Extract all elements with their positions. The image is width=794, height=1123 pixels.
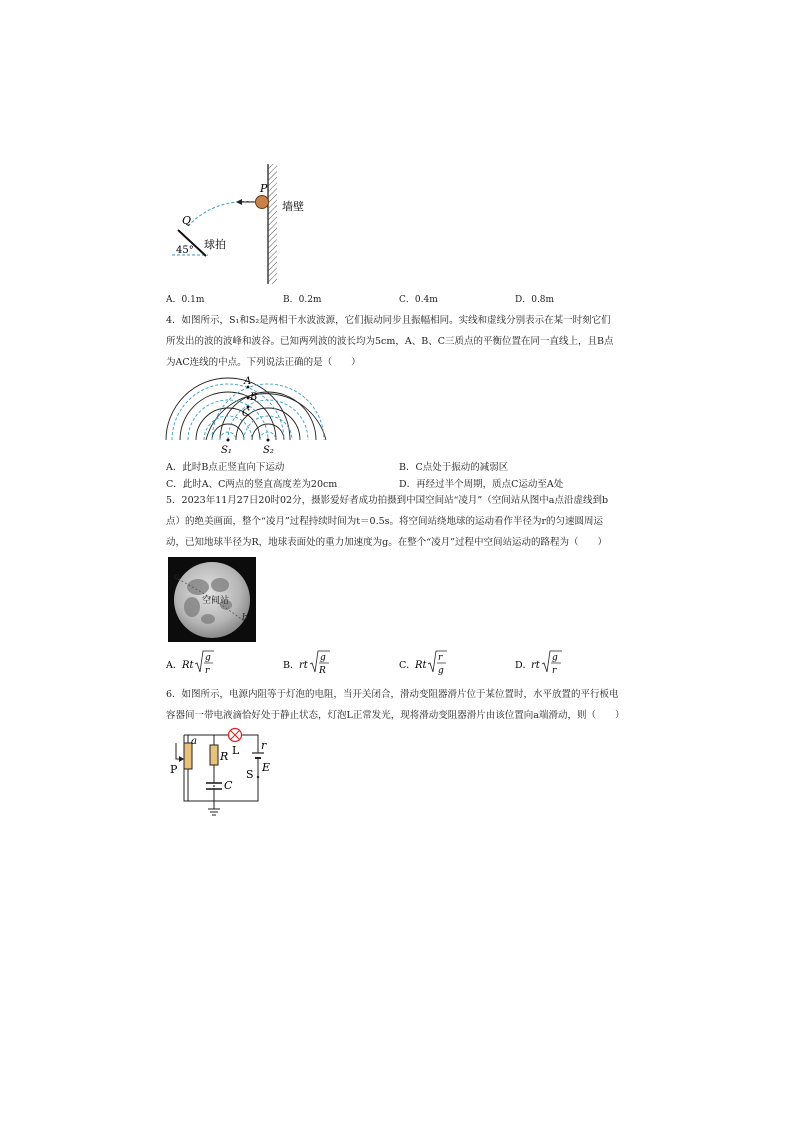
q5-line-1: 5．2023年11月27日20时02分，摄影爱好者成功拍摄到中国空间站“凌月”（空间站从图中a点沿虚线到b [166,495,609,506]
wall-hatch [268,164,277,284]
switch-pivot [257,776,259,778]
q4-option-b: B．C点处于振动的减弱区 [399,462,509,473]
point-s1 [227,439,230,442]
q6-line-2: 容器间一带电液滴恰好处于静止状态，灯泡L正常发光，现将滑动变阻器滑片由该位置向a端滑动，则（ ） [166,710,625,721]
label-a: a [174,572,180,582]
q4-line-2: 所发出的波的波峰和波谷。已知两列波的波长均为5cm，A、B、C三质点的平衡位置在同一直线上，且B点 [166,336,614,347]
slider-arrow [179,756,184,762]
q5-option-a [166,648,256,680]
svg-text:D．: D． [515,660,533,671]
wire-top-right [242,735,258,753]
q5-option-c [399,648,489,680]
label-l: L [232,744,240,757]
svg-text:g: g [320,653,326,663]
label-e: E [262,761,271,774]
q3-option-d: D．0.8m [515,295,555,305]
q5-line-2: 点）的绝美画面，整个“凌月”过程持续时间为t＝0.5s。将空间站绕地球的运动看作半径为r的匀速圆周运 [166,516,604,527]
resistor-r [210,745,218,765]
q4-line-3: 为AC连线的中点。下列说法正确的是（ ） [166,357,361,368]
q4-option-c: C．此时A、C两点的竖直高度差为20cm [166,479,338,490]
q4-option-d: D．再经过半个周期，质点C运动至A处 [399,479,564,490]
ball-path [188,202,256,227]
label-q: Q [182,214,192,227]
label-b: B [250,392,258,403]
arrow-head [236,199,242,205]
label-r-small: r [261,739,267,752]
svg-text:Rt: Rt [182,660,194,671]
moon-mare-2 [211,578,229,592]
label-b: b [242,613,248,623]
circuit-diagram [166,727,276,819]
label-p: P [170,763,178,776]
wave-crest-s1-r4 [166,378,290,440]
q3-option-b: B．0.2m [283,295,322,305]
wave-interference-figure [164,374,330,456]
label-p: P [260,182,268,195]
point-s2 [267,439,270,442]
label-wall: 墙壁 [282,200,304,213]
point-b [247,397,250,400]
svg-text:B．: B． [283,660,300,671]
moon-mare-3 [184,597,200,617]
q4-option-a: A．此时B点正竖直向下运动 [166,462,285,473]
q5-option-d [515,648,605,680]
label-station: 空间站 [202,596,230,606]
label-angle: 45° [176,245,194,256]
label-s1: S₁ [221,445,232,456]
svg-text:g: g [438,666,444,676]
moon-photo [168,557,256,642]
svg-text:A．: A． [166,660,183,671]
svg-text:r: r [438,653,443,663]
label-c: C [242,408,250,419]
svg-text:R: R [319,666,326,676]
label-c: C [224,779,233,792]
label-racket: 球拍 [204,238,226,251]
ball [256,196,269,209]
svg-text:C．: C． [399,660,416,671]
svg-text:r: r [552,666,557,676]
label-s: S [246,768,254,781]
q5-option-b [283,648,373,680]
svg-text:r: r [205,666,210,676]
svg-text:rt: rt [299,660,308,671]
svg-text:rt: rt [531,660,540,671]
ball-racket-figure [160,158,320,290]
q5-line-3: 动，已知地球半径为R，地球表面处的重力加速度为g。在整个“凌月”过程中空间站运动的路程为（ ） [166,537,607,548]
q3-option-c: C．0.4m [399,295,438,305]
q4-line-1: 4．如图所示，S₁和S₂是两相干水波波源，它们振动同步且振幅相同。实线和虚线分别表示在某一时刻它们 [166,315,611,326]
charged-droplet [213,785,215,787]
q3-option-a: A．0.1m [166,295,205,305]
q6-line-1: 6．如图所示，电源内阻等于灯泡的电阻，当开关闭合，滑动变阻器滑片位于某位置时，水平放置的平行板电 [166,689,619,700]
wave-trough-s2-r3 [228,400,308,440]
svg-text:Rt: Rt [415,660,427,671]
svg-text:g: g [552,653,558,663]
moon-mare-1 [187,579,209,595]
moon-mare-5 [201,614,215,624]
svg-text:g: g [205,653,211,663]
slider-wire [176,743,184,759]
label-a: a [191,736,197,747]
label-a: A [244,376,252,387]
label-s2: S₂ [263,445,274,456]
wave-trough-s1-r2 [204,416,252,440]
label-r-big: R [220,750,229,763]
